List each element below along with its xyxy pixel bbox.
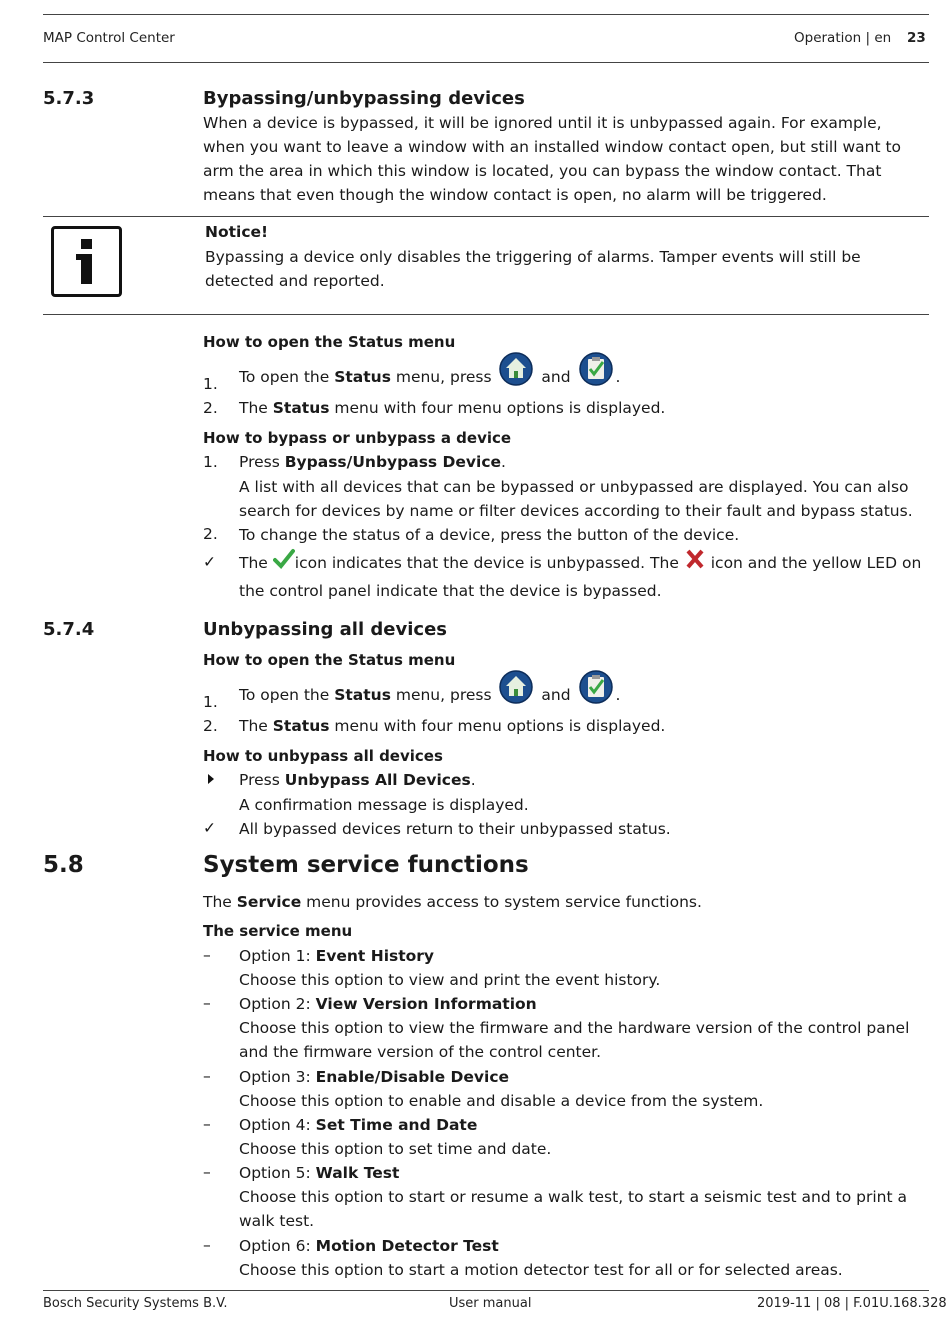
list-dash: – <box>203 1236 211 1254</box>
step-open-status: To open the Status menu, press and . <box>239 352 924 399</box>
header-section: Operation | en <box>794 30 892 46</box>
list-item: Option 3: Enable/Disable Device Choose this option to enable and disable a device from the system. <box>239 1068 764 1110</box>
section-title-573: Bypassing/unbypassing devices <box>203 88 525 109</box>
footer-center: User manual <box>449 1296 532 1311</box>
step-confirmation: A confirmation message is displayed. <box>239 796 529 814</box>
list-item: Option 5: Walk Test Choose this option to start or resume a walk test, to start a seismic test and to print a walk test. <box>239 1164 907 1230</box>
notice-top-rule <box>43 216 929 217</box>
subheading-open-status: How to open the Status menu <box>203 333 456 351</box>
subheading-unbypass-all: How to unbypass all devices <box>203 747 443 765</box>
list-dash: – <box>203 994 211 1012</box>
footer-right: 2019-11 | 08 | F.01U.168.328 <box>757 1296 947 1311</box>
home-button-icon[interactable] <box>499 670 533 704</box>
page-number: 23 <box>907 30 926 46</box>
notice-title: Notice! <box>205 223 269 241</box>
step-open-status-2: To open the Status menu, press and . <box>239 670 924 717</box>
section-title-574: Unbypassing all devices <box>203 619 447 640</box>
step-press-bypass: Press Bypass/Unbypass Device. <box>239 453 506 471</box>
step-number: 2. <box>203 525 218 543</box>
result-unbypassed: All bypassed devices return to their unbypassed status. <box>239 820 671 838</box>
step-number: 1. <box>203 453 218 471</box>
section-number-58: 5.8 <box>43 852 84 878</box>
section-title-58: System service functions <box>203 852 529 878</box>
result-check-mark: ✓ <box>203 819 216 837</box>
result-check-mark: ✓ <box>203 553 216 571</box>
footer-rule <box>43 1290 929 1291</box>
list-dash: – <box>203 1115 211 1133</box>
triangle-bullet-icon <box>207 771 215 789</box>
step-change-status: To change the status of a device, press the button of the device. <box>239 526 740 544</box>
subheading-service-menu: The service menu <box>203 922 353 940</box>
header-top-rule <box>43 14 929 15</box>
list-dash: – <box>203 1067 211 1085</box>
status-clipboard-icon[interactable] <box>579 352 613 386</box>
step-number: 1. <box>203 375 218 393</box>
section-intro-58: The Service menu provides access to system service functions. <box>203 893 702 911</box>
list-item: Option 2: View Version Information Choose this option to view the firmware and the hardware version of the control panel and the firmware version of the control center. <box>239 995 910 1061</box>
info-icon <box>51 226 122 297</box>
step-number: 2. <box>203 717 218 735</box>
step-press-unbypass-all: Press Unbypass All Devices. <box>239 771 476 789</box>
section-number-574: 5.7.4 <box>43 619 95 640</box>
header-bottom-rule <box>43 62 929 63</box>
header-left: MAP Control Center <box>43 30 175 46</box>
step-bypass-description: A list with all devices that can be bypassed or unbypassed are displayed. You can also search for devices by name or filter devices according to their fault and bypass status. <box>239 478 913 520</box>
notice-text: Bypassing a device only disables the triggering of alarms. Tamper events will still be detected and reported. <box>205 248 861 290</box>
status-clipboard-icon[interactable] <box>579 670 613 704</box>
step-status-displayed: The Status menu with four menu options is displayed. <box>239 399 666 417</box>
step-number: 2. <box>203 399 218 417</box>
list-dash: – <box>203 1163 211 1181</box>
list-item: Option 1: Event History Choose this option to view and print the event history. <box>239 947 661 989</box>
section-number-573: 5.7.3 <box>43 88 95 109</box>
footer-left: Bosch Security Systems B.V. <box>43 1296 228 1311</box>
notice-bottom-rule <box>43 314 929 315</box>
list-dash: – <box>203 946 211 964</box>
list-item: Option 6: Motion Detector Test Choose this option to start a motion detector test for all or for selected areas. <box>239 1237 843 1279</box>
green-check-icon <box>273 548 295 570</box>
subheading-bypass: How to bypass or unbypass a device <box>203 429 512 447</box>
step-status-displayed-2: The Status menu with four menu options is displayed. <box>239 717 666 735</box>
section-intro-573: When a device is bypassed, it will be ignored until it is unbypassed again. For example, when you want to leave a window with an installed window contact open, but still want to arm the area in which this window is located, you can bypass the window contact. That means that even though the window contact is open, no alarm will be triggered. <box>203 114 902 204</box>
list-item: Option 4: Set Time and Date Choose this option to set time and date. <box>239 1116 552 1158</box>
home-button-icon[interactable] <box>499 352 533 386</box>
subheading-open-status-2: How to open the Status menu <box>203 651 456 669</box>
step-number: 1. <box>203 693 218 711</box>
result-bypass-icons: The icon indicates that the device is unbypassed. The icon and the yellow LED on the control panel indicate that the device is bypassed. <box>239 548 924 605</box>
red-x-icon <box>684 548 706 570</box>
